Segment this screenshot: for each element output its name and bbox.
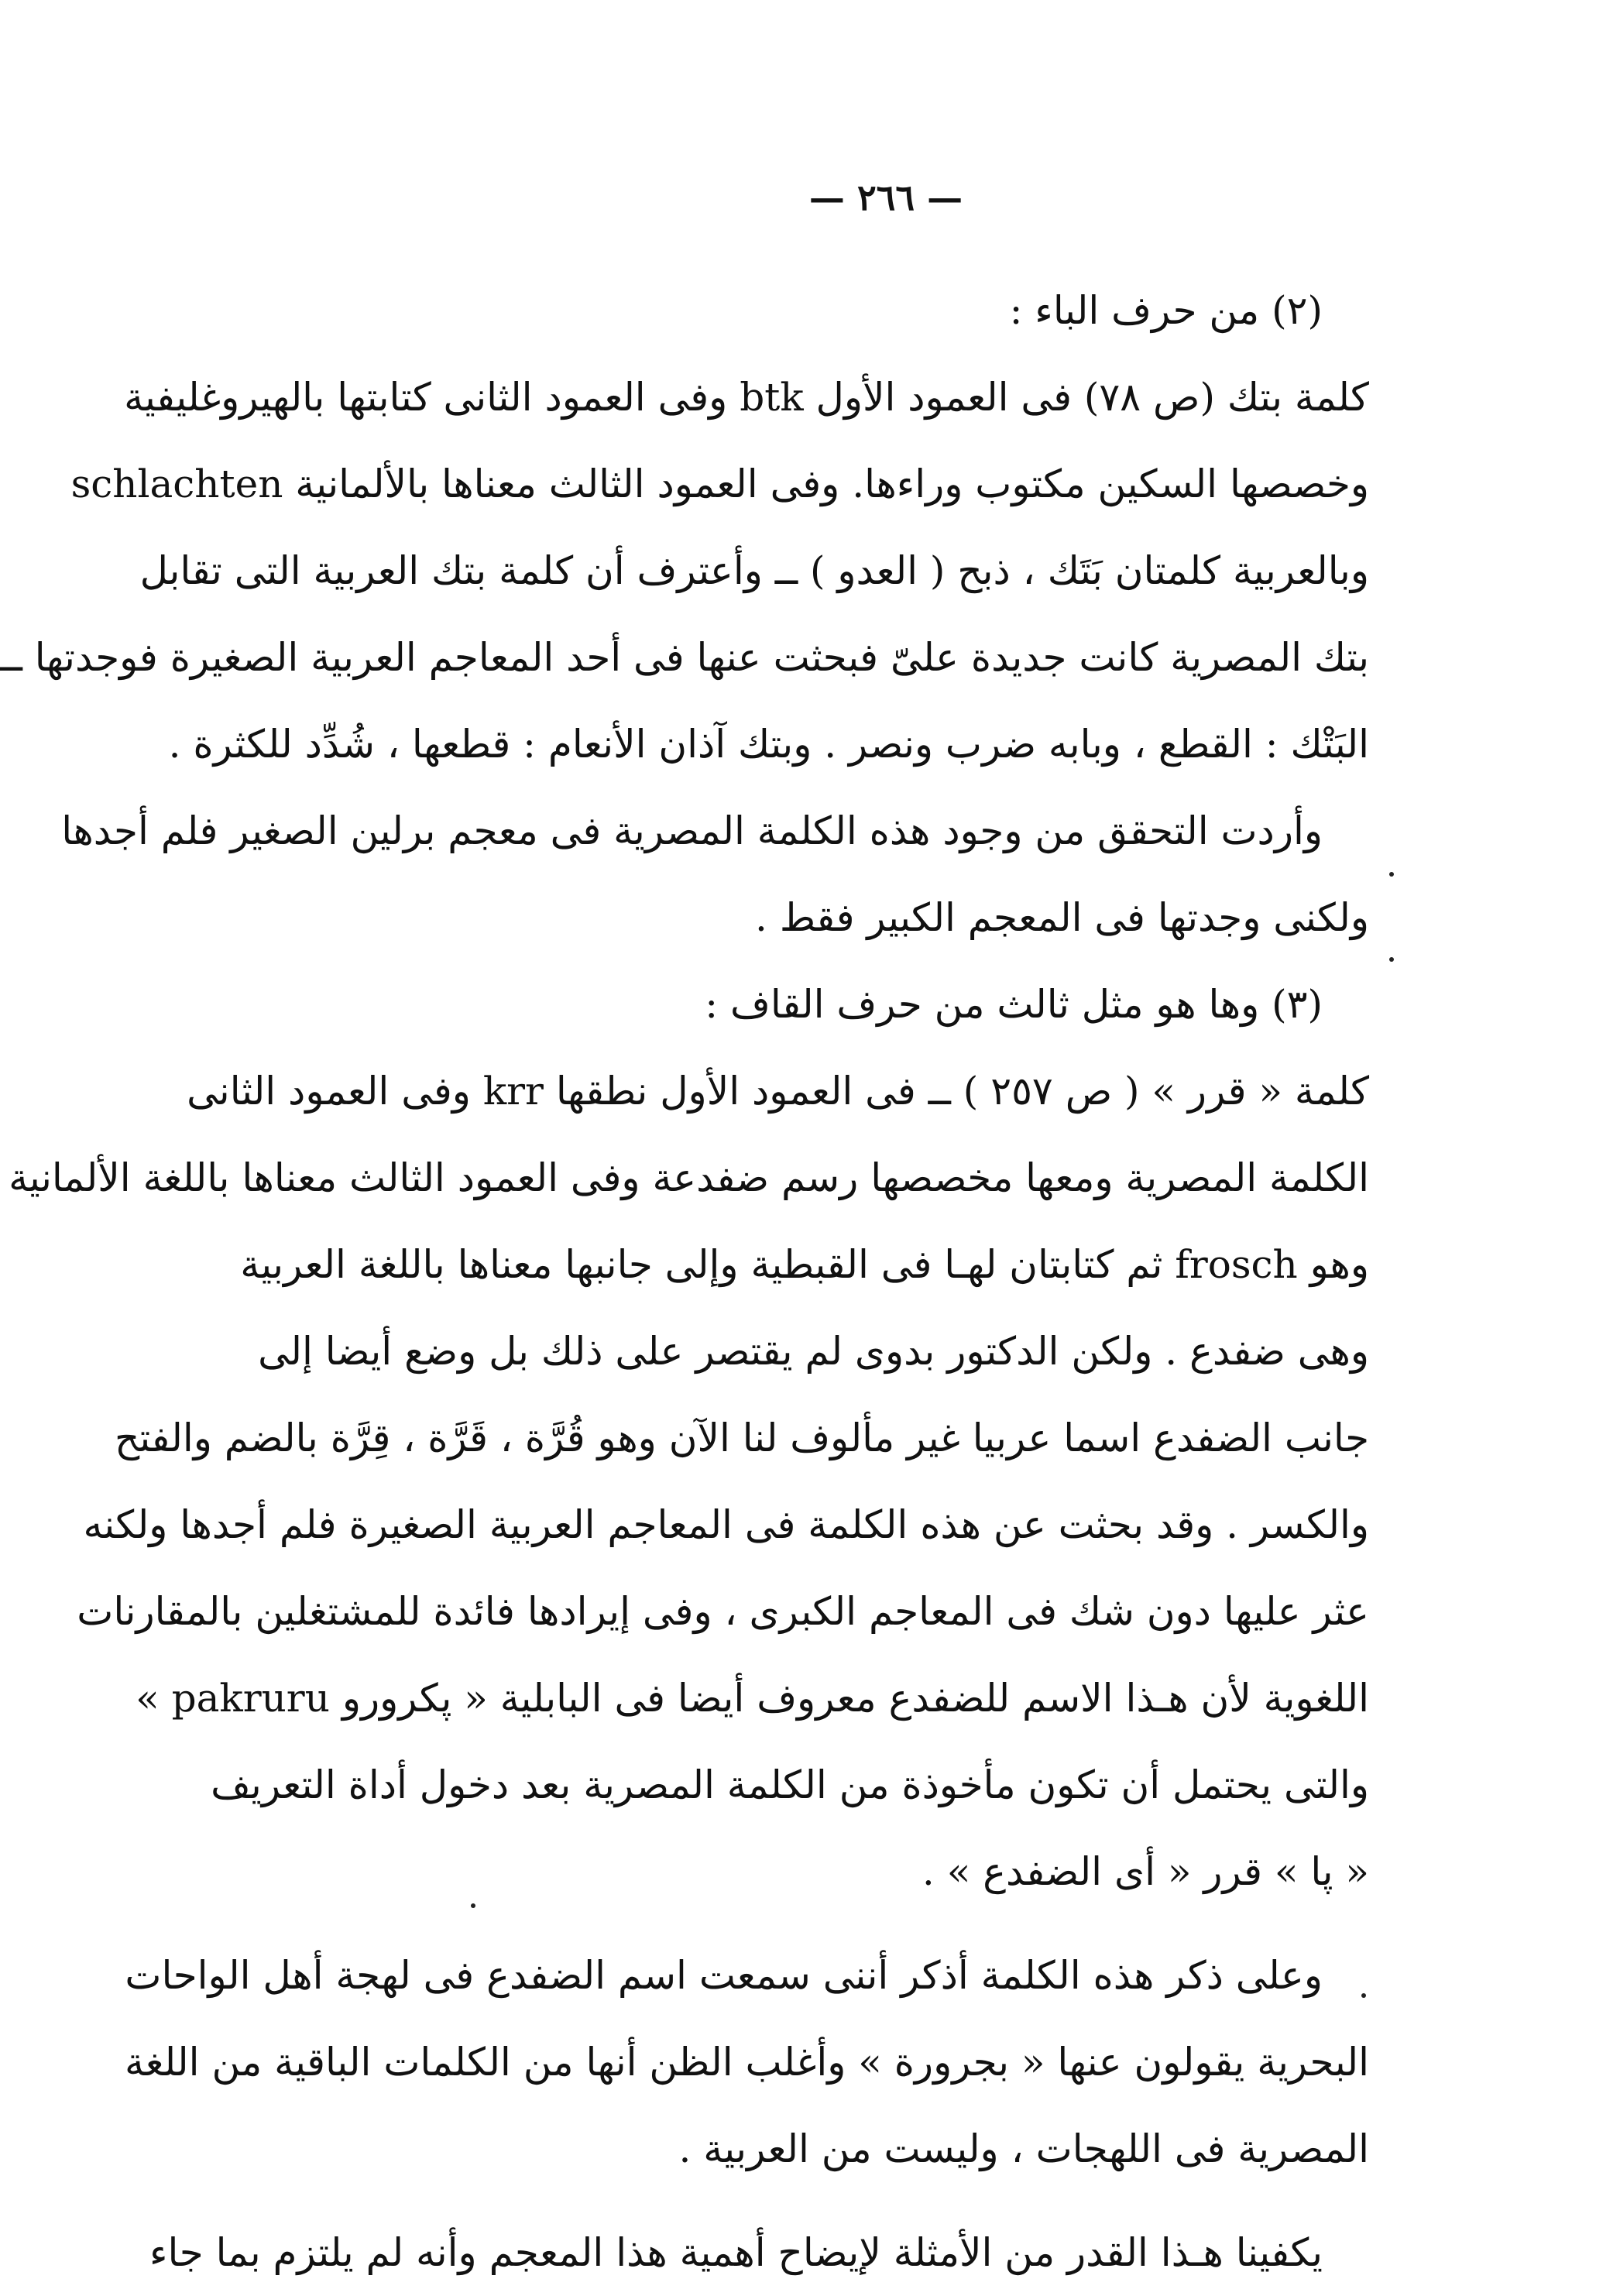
section-heading: (٢) من حرف الباء : <box>1009 288 1323 333</box>
section-heading: (٣) وها هو مثل ثالث من حرف القاف : <box>705 982 1323 1027</box>
margin-dot <box>471 1903 475 1908</box>
text-line: المصرية فى اللهجات ، وليست من العربية . <box>678 2126 1369 2171</box>
text-line: الكلمة المصرية ومعها مخصصها رسم ضفدعة وفى العمود الثالث معناها باللغة الألمانية <box>9 1155 1369 1200</box>
text-line: كلمة بتك (ص ٧٨) فى العمود الأول btk وفى العمود الثانى كتابتها بالهيروغليفية <box>124 375 1369 420</box>
text-line: ولكنى وجدتها فى المعجم الكبير فقط . <box>755 895 1369 940</box>
text-line: والتى يحتمل أن تكون مأخوذة من الكلمة المصرية بعد دخول أداة التعريف <box>211 1762 1369 1807</box>
text-line: كلمة « قرر » ( ص ٢٥٧ ) ــ فى العمود الأول نطقها krr وفى العمود الثانى <box>187 1069 1369 1114</box>
paragraph-gap <box>355 1915 1369 1932</box>
text-line: وخصصها السكين مكتوب وراءها. وفى العمود الثالث معناها بالألمانية schlachten <box>70 462 1369 506</box>
text-line: عثر عليها دون شك فى المعاجم الكبرى ، وفى إيرادها فائدة للمشتغلين بالمقارنات <box>77 1589 1369 1634</box>
text-line: وأردت التحقق من وجود هذه الكلمة المصرية فى معجم برلين الصغير فلم أجدها <box>61 808 1323 853</box>
text-line: جانب الضفدع اسما عربيا غير مألوف لنا الآن وهو قُرَّة ، قَرَّة ، قِرَّة بالضم والفتح <box>114 1416 1369 1460</box>
text-line: والكسر . وقد بحثت عن هذه الكلمة فى المعاجم العربية الصغيرة فلم أجدها ولكنه <box>83 1502 1369 1547</box>
body-text <box>0 267 1369 2296</box>
text-line: وعلى ذكر هذه الكلمة أذكر أننى سمعت اسم الضفدع فى لهجة أهل الواحات <box>125 1953 1323 1998</box>
margin-dot <box>1389 957 1394 962</box>
paragraph-gap <box>355 2192 1369 2209</box>
text-line: وبالعربية كلمتان بَتَك ، ذبح ( العدو ) ــ وأعترف أن كلمة بتك العربية التى تقابل <box>139 548 1369 593</box>
text-line: وهى ضفدع . ولكن الدكتور بدوى لم يقتصر على ذلك بل وضع أيضا إلى <box>258 1329 1369 1374</box>
text-line: يكفينا هـذا القدر من الأمثلة لإيضاح أهمية هذا المعجم وأنه لم يلتزم بما جاء <box>149 2230 1323 2275</box>
text-line: بتك المصرية كانت جديدة علىّ فبحثت عنها فى أحد المعاجم العربية الصغيرة فوجدتها ــ <box>0 635 1369 680</box>
text-line: البحرية يقولون عنها « بجرورة » وأغلب الظن أنها من الكلمات الباقية من اللغة <box>124 2040 1369 2085</box>
text-line: « پا » قرر « أى الضفدع » . <box>922 1849 1369 1894</box>
margin-dot <box>1389 872 1394 877</box>
text-line: البَتْك : القطع ، وبابه ضرب ونصر . وبتك آذان الأنعام : قطعها ، شُدِّد للكثرة . <box>168 722 1369 767</box>
text-line: اللغوية لأن هـذا الاسم للضفدع معروف أيضا فى البابلية « پكرورو pakruru » <box>136 1676 1369 1721</box>
text-line: وهو frosch ثم كتابتان لهـا فى القبطية وإلى جانبها معناها باللغة العربية <box>240 1242 1369 1287</box>
margin-dot <box>1361 1993 1366 1998</box>
page-number: — ٢٦٦ — <box>808 177 963 218</box>
